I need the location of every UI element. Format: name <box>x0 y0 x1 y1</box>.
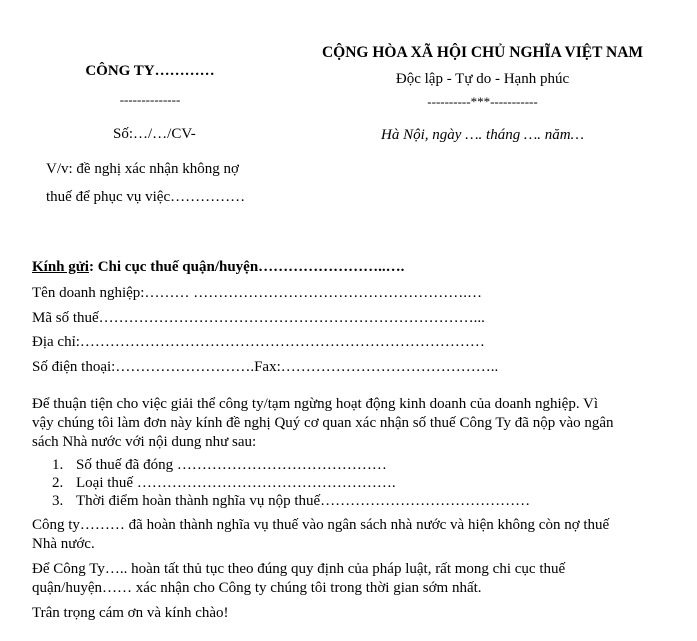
paragraph-2-line-1: Công ty……… đã hoàn thành nghĩa vụ thuế vào ngân sách nhà nước và hiện không còn nợ thuế <box>32 517 610 533</box>
nation-title: CỘNG HÒA XÃ HỘI CHỦ NGHĨA VIỆT NAM <box>321 44 644 61</box>
field-company-name: Tên doanh nghiệp:……… ……………………………………………….… <box>32 285 482 301</box>
left-header-divider: -------------- <box>119 92 181 107</box>
recipient-value: : Chi cục thuế quận/huyện……………………..…. <box>88 259 405 275</box>
subject-line-1: V/v: đề nghị xác nhận không nợ <box>46 161 239 177</box>
list-item-number: 2. <box>52 475 64 491</box>
list-item <box>52 492 530 510</box>
paragraph-3-line-2: quận/huyện…… xác nhận cho Công ty chúng tôi trong thời gian sớm nhất. <box>32 580 482 596</box>
field-phone-fax: Số điện thoại:……………………….Fax:…………………………………….. <box>32 359 499 375</box>
recipient-line <box>32 258 404 276</box>
list-item <box>52 456 387 474</box>
field-address: Địa chỉ:……………………………………………………………………… <box>32 334 485 350</box>
list-item-text: Số thuế đã đóng …………………………………… <box>76 457 387 473</box>
subject-line-2: thuế để phục vụ việc…………… <box>46 189 246 205</box>
intro-line-2: vậy chúng tôi làm đơn này kính đề nghị Quý cơ quan xác nhận số thuế Công Ty đã nộp vào ngân <box>32 415 614 431</box>
field-tax-code: Mã số thuế…………………………………………………………………... <box>32 310 485 326</box>
company-name-header: CÔNG TY………… <box>85 63 215 79</box>
intro-line-3: sách Nhà nước với nội dung như sau: <box>32 434 257 450</box>
list-item-text: Thời điểm hoàn thành nghĩa vụ nộp thuế…………………………………… <box>76 493 531 509</box>
document-number: Số:…/…/CV- <box>113 126 196 142</box>
list-item-number: 3. <box>52 493 64 509</box>
national-motto: Độc lập - Tự do - Hạnh phúc <box>395 71 570 87</box>
closing-line: Trân trọng cám ơn và kính chào! <box>32 605 229 621</box>
paragraph-2-line-2: Nhà nước. <box>32 536 95 552</box>
recipient-label: Kính gửi <box>32 259 89 275</box>
paragraph-3-line-1: Để Công Ty….. hoàn tất thủ tục theo đúng quy định của pháp luật, rất mong chi cục thuế <box>32 561 566 577</box>
list-item <box>52 474 396 492</box>
right-header-divider: ----------***----------- <box>427 94 538 109</box>
list-item-number: 1. <box>52 457 64 473</box>
place-and-date: Hà Nội, ngày …. tháng …. năm… <box>381 127 584 143</box>
intro-line-1: Để thuận tiện cho việc giải thể công ty/tạm ngừng hoạt động kinh doanh của doanh nghiệp. Vì <box>32 396 599 412</box>
list-item-text: Loại thuế ……………………………………………. <box>76 475 396 491</box>
